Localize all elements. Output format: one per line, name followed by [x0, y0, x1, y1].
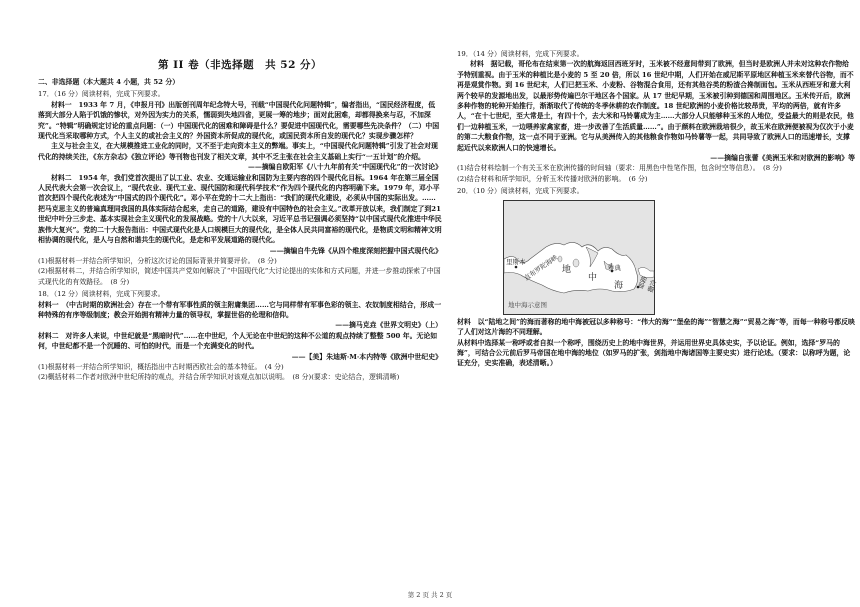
- q17-requirement-1: (1)根据材料一并结合所学知识，分析这次讨论的国际背景并简要评价。 (8 分): [38, 256, 277, 265]
- q19-material: 材料 据记载，哥伦布在结束第一次的航海返回西班牙时，玉米被不经意间带到了欧洲，但当时是欧洲人并未对这种农作物给予特别重视。由于玉米的种植比是小麦的 5 至 20 倍，所以 16 世纪中期，人们开始在威尼斯平原地区种植玉米来替代谷物，而不再是观赏作物。到 16 世纪末，人们已把玉米、小麦粉、谷物混合食用，还有其他谷类的粉渣合搀制面包。玉米从西班牙和意大利两个较早的发源地出发，以最形势传遍巴尔干地区各个国家。从 17 世纪早期，玉米被引种到德国和周围地区。玉米传开后，欧洲多种作物的轮种开始推行，渐渐取代了传统的冬季休耕的农作制度。18 世纪欧洲的小麦价格比较昂贵，平均的两倍，就有许多人，“在十七世纪，至大常是土，有四十个，去大米和马铃薯成为主……大部分人只能够种玉米的人地位，受益最大的则是农民，他们一边种植玉米，一边喂养家禽家畜，进一步改善了生活质量……”。由于颜料在欧洲栽培很少，故玉米在欧洲便被视为仅次于小麦的第二大粮食作物，这一点不同于亚洲。它与从美洲传入的其他粮食作物如马铃薯等一起，共同导致了欧洲人口的迅速增长，支撑起近代以来欧洲人口的快速增长。: [457, 60, 854, 152]
- q18-heading: 18．（12 分）阅读材料，完成下列要求。: [38, 290, 165, 299]
- q19-material-source: ——摘编自张蕾《美洲玉米和对欧洲的影响》等: [710, 154, 855, 163]
- q19-heading: 19．（14 分）阅读材料，完成下列要求。: [457, 50, 584, 58]
- q20-material: 材料 以“陆地之间”的海而著称的地中海被冠以多种称号：“伟大的海”“堡垒的海”“智慧之海”“贸易之海”等，而每一种称号都反映了人们对这片海的不同理解。: [457, 317, 855, 337]
- q20-instructions: 从材料中选择某一称呼或者自拟一个称呼，围绕历史上的地中海世界，并运用世界史具体史实，予以论证。例如，选择“罗马的海”，可结合公元前后罗马帝国在地中海的地位（如罗马的扩张，剑指地中海诸国等主要史实）进行论述。（要求：以称呼为题，论证充分，史实准确，表述清晰。）: [457, 338, 851, 368]
- map-label-zhong: 中: [588, 272, 598, 283]
- q17-heading: 17．（16 分）阅读材料，完成下列要求。: [38, 90, 165, 99]
- q18-requirement-1: (1)根据材料一并结合所学知识，概括指出中古时期西欧社会的基本特征。 (4 分): [38, 362, 284, 371]
- map-label-di: 地: [562, 264, 572, 275]
- q19-requirement-2: (2)结合材料和所学知识，分析玉米传播对欧洲的影响。 (6 分): [457, 174, 648, 183]
- map-graphic: [504, 201, 654, 314]
- right-column: [457, 0, 855, 590]
- page-footer: 第 2 页 共 2 页: [407, 591, 453, 599]
- map-label-athens: 雅典: [608, 263, 621, 272]
- section-title: 第 II 卷（非选择题 共 52 分）: [157, 59, 323, 71]
- map-caption: 地中海示意图: [508, 301, 547, 310]
- section-header: 二、非选择题（本大题共 4 小题，共 52 分）: [38, 78, 180, 86]
- q18-requirement-2: (2)概括材料二作者对欧洲中世纪所持的观点，并结合所学知识对该观点加以说明。 (8 分)(要求：史论结合，逻辑清晰): [38, 373, 400, 382]
- map-label-gibraltar: 直布罗陀海峡: [522, 253, 560, 283]
- map-label-jerusalem: 耶路撒冷: [636, 274, 659, 294]
- q17-material-2: 材料二 1954 年，我们党首次提出了以工业、农业、交通运输业和国防为主要内容的四个现代化目标。1964 年在第三届全国人民代表大会第一次会议上，“现代农业、现代工业、现代国防和现代科学技术”作为四个现代化的内容明确下来。1979 年，邓小平首次把四个现代化表述为“中国式的四个现代化”。邓小平在党的十二大上指出：“我们的现代化建设，必须从中国的实际出发。……把马克思主义的普遍真理同我国的具体实际结合起来，走自己的道路，建设有中国特色的社会主义。”改革开放以来，我们制定了到21世纪中叶分三步走、基本实现社会主义现代化的发展战略。党的十八大以来，习近平总书记强调必须坚持“以中国式现代化推进中华民族伟大复兴”。党的二十大报告指出：中国式现代化是人口规模巨大的现代化，是全体人民共同富裕的现代化，是物质文明和精神文明相协调的现代化，是人与自然和谐共生的现代化，是走和平发展道路的现代化。: [38, 173, 442, 245]
- q18-material-1: 材料一 （中古时期的欧洲社会）存在一个带有军事性质的领主附庸集团……它与同样带有军事色彩的领主、农奴制度相结合，形成一种特殊的有序等级制度；教会开始拥有精神力量的领导权，掌握世俗的伦理和信仰。: [38, 300, 442, 319]
- q18-material-2-source: ——【美】朱迪斯·M·本内特等《欧洲中世纪史》: [291, 352, 442, 361]
- q17-material-1-source: ——摘编自欧阳军《八十九年前有关“中国现代化”的一次讨论》: [248, 163, 442, 172]
- q17-requirement-2: (2)根据材料二，并结合所学知识，简述中国共产党如何解决了“中国现代化”大讨论提出的实体和方式问题，并进一步推动探索了中国式现代化的有效路径。 (8 分): [38, 267, 441, 286]
- left-column: [38, 0, 442, 590]
- q18-material-2: 材料二 对许多人来说，中世纪就是“黑暗时代”……在中世纪，个人无论在中世纪的这种不公道的观点持续了整整 500 年。无论如何，中世纪都不是一个沉睡的、可怕的时代，而是一个充满变化的时代。: [38, 331, 438, 351]
- q19-requirement-1: (1)结合材料绘制一个有关玉米在欧洲传播的时间轴（要求：用黑色中性笔作图，包含时空等信息）。 (8 分): [457, 164, 782, 173]
- mediterranean-map: [503, 200, 659, 315]
- q20-heading: 20．（10 分）阅读材料，完成下列要求。: [457, 187, 584, 196]
- map-label-lisbon: 里斯本: [506, 257, 526, 266]
- q17-material-1: 材料一 1933 年 7 月，《申报月刊》出版创刊周年纪念特大号，刊载“中国现代化问题特辑”，编者指出，“国民经济程度，低落到大部分人陷于饥饿的惨状，对外因为实力的关系，懦弱到失地四省，更展一筹的地步；面对此困难，却都得换来与忍，不加深究”。“特辑”明确规定讨论的重点问题：（一）中国现代化的困难和障碍是什么？要促进中国现代化，需要哪些先决条件？（二）中国现代化当采取哪种方式，个人主义的或社会主义的？外国资本所促成的现代化，或国民资本所自发的现代化？实现步骤怎样？: [38, 100, 440, 141]
- map-label-hai: 海: [614, 280, 624, 291]
- q18-material-1-source: ——摘马克垚《世界文明史》（上）: [335, 321, 442, 330]
- q17-material-2-source: ——摘编自牛先锋《从四个维度深刻把握中国式现代化》: [269, 246, 442, 255]
- q17-material-1-cont: 主义与社会主义，在大规模推进工业化的同时，又不至于走向资本主义的弊端。事实上，“中国现代化问题特辑”引发了社会对现代化的持续关注，《东方杂志》《独立评论》等刊物也刊发了相关文章，其中不乏主张在社会主义基础上实行“一五计划”的介绍。: [38, 142, 438, 161]
